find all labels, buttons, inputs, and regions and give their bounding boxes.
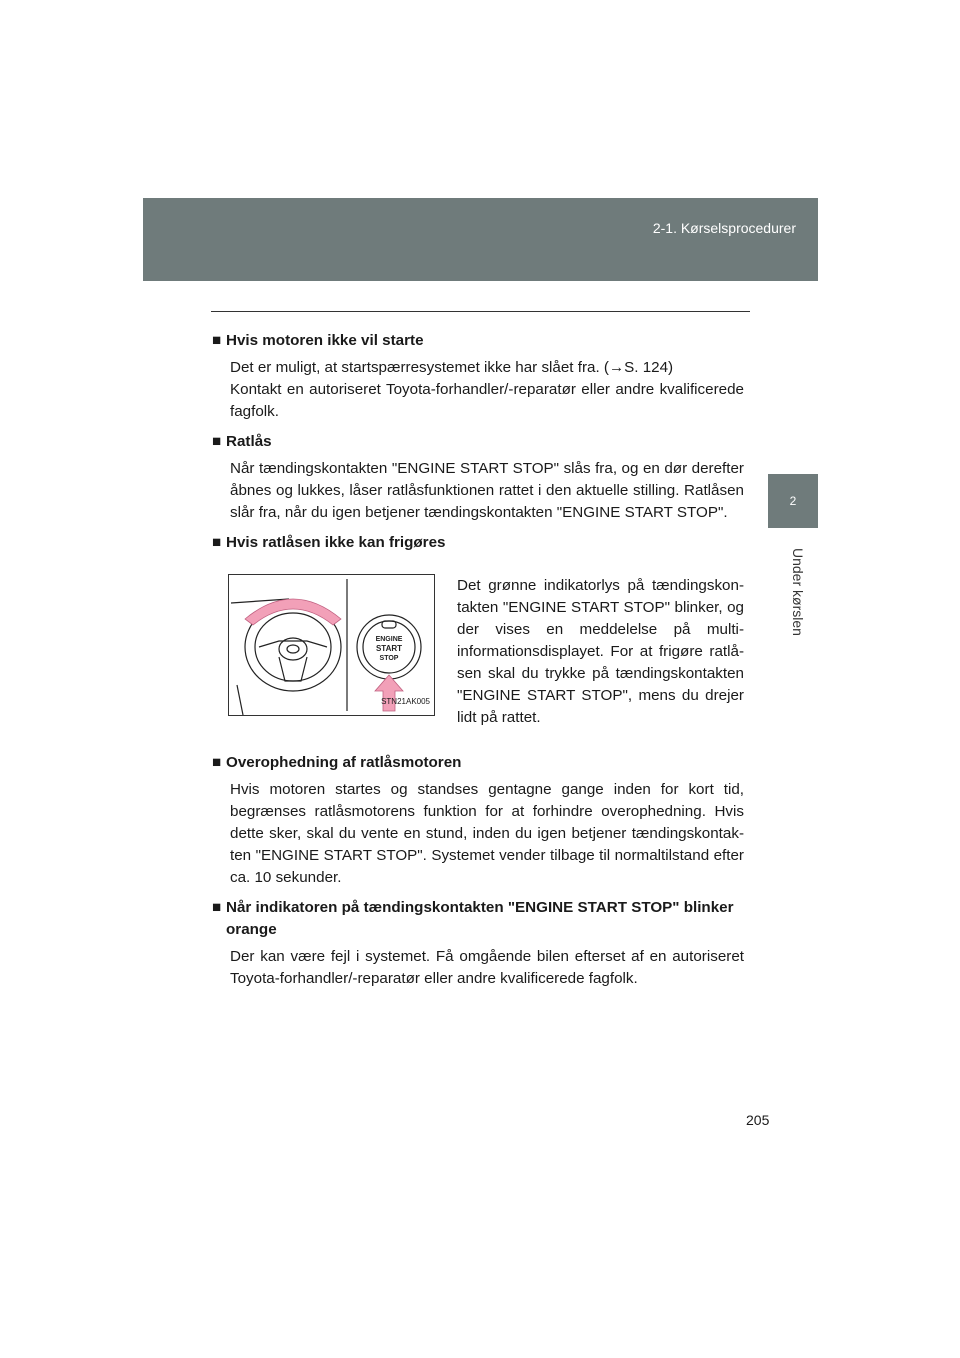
section-heading: Overophedning af ratlåsmotoren: [226, 754, 462, 772]
button-label-engine: ENGINE: [375, 636, 403, 643]
button-label-start: START: [375, 644, 403, 653]
steering-lock-illustration: [228, 574, 435, 716]
page-number: 205: [746, 1112, 770, 1128]
rotate-arrow: [245, 599, 341, 625]
section-lock-release: [212, 532, 744, 744]
section-not-starting: [212, 330, 744, 423]
figure-caption: Det grønne indikatorlys på tændingskontakten "ENGINE START STOP" blinker, og der vises en meddelelse på multiinformationsdisplayet. For at frigøre ratlåsen skal du trykke på tændingskontakten "ENGINE START STOP", mens du drejer lidt på rattet.: [457, 577, 744, 727]
section-heading: Hvis ratlåsen ikke kan frigøres: [226, 534, 446, 551]
button-label-stop: STOP: [379, 655, 399, 662]
paragraph: Når tændingskontakten "ENGINE START STOP" slås fra, og en dør derefter åbnes og lukkes, låser ratlåsfunktionen rattet i den aktuelle stilling. Ratlåsen slår fra, når du igen betjener tændingskontakten "ENGINE START STOP".: [230, 460, 744, 521]
chapter-side-label: Under kørslen: [790, 548, 806, 636]
bullet-square-icon: ■: [212, 754, 222, 772]
section-heading: Når indikatoren på tændingskontakten "ENGINE START STOP" blinker orange: [226, 899, 734, 939]
paragraph: Kontakt en autoriseret Toyota-forhandler/-reparatør eller andre kvalificerede fagfolk.: [230, 381, 744, 420]
bullet-square-icon: ■: [212, 433, 222, 450]
top-rule: [211, 311, 750, 312]
paragraph: Hvis motoren startes og standses gentagne gange inden for kort tid, begrænses ratlåsmotorens funktion for at forhindre overophedning. Hvis dette sker, skal du vente en stund, inden du igen betjener tændingskontakten "ENGINE START STOP". Systemet vender tilbage til normaltilstand efter ca. 10 sekunder.: [230, 781, 744, 887]
section-steering-lock: [212, 431, 744, 524]
section-heading: Hvis motoren ikke vil starte: [226, 332, 424, 349]
header-band: [143, 198, 818, 281]
bullet-square-icon: ■: [212, 332, 222, 349]
section-heading: Ratlås: [226, 433, 272, 450]
chapter-title: 2-1. Kørselsprocedurer: [652, 220, 796, 236]
section-orange-indicator: [212, 897, 744, 990]
chapter-tab: 2: [768, 474, 818, 528]
paragraph: Der kan være fejl i systemet. Få omgående bilen efterset af en autoriseret Toyota-forhandler/-reparatør eller andre kvalificerede fagfolk.: [230, 948, 744, 988]
figure-code: STN21AK005: [381, 697, 430, 706]
paragraph: Det er muligt, at startspærresystemet ikke har slået fra. (→S. 124): [230, 359, 674, 376]
bullet-square-icon: ■: [212, 899, 222, 917]
section-overheating: [212, 752, 744, 889]
main-content: [212, 330, 744, 998]
bullet-square-icon: ■: [212, 534, 222, 551]
